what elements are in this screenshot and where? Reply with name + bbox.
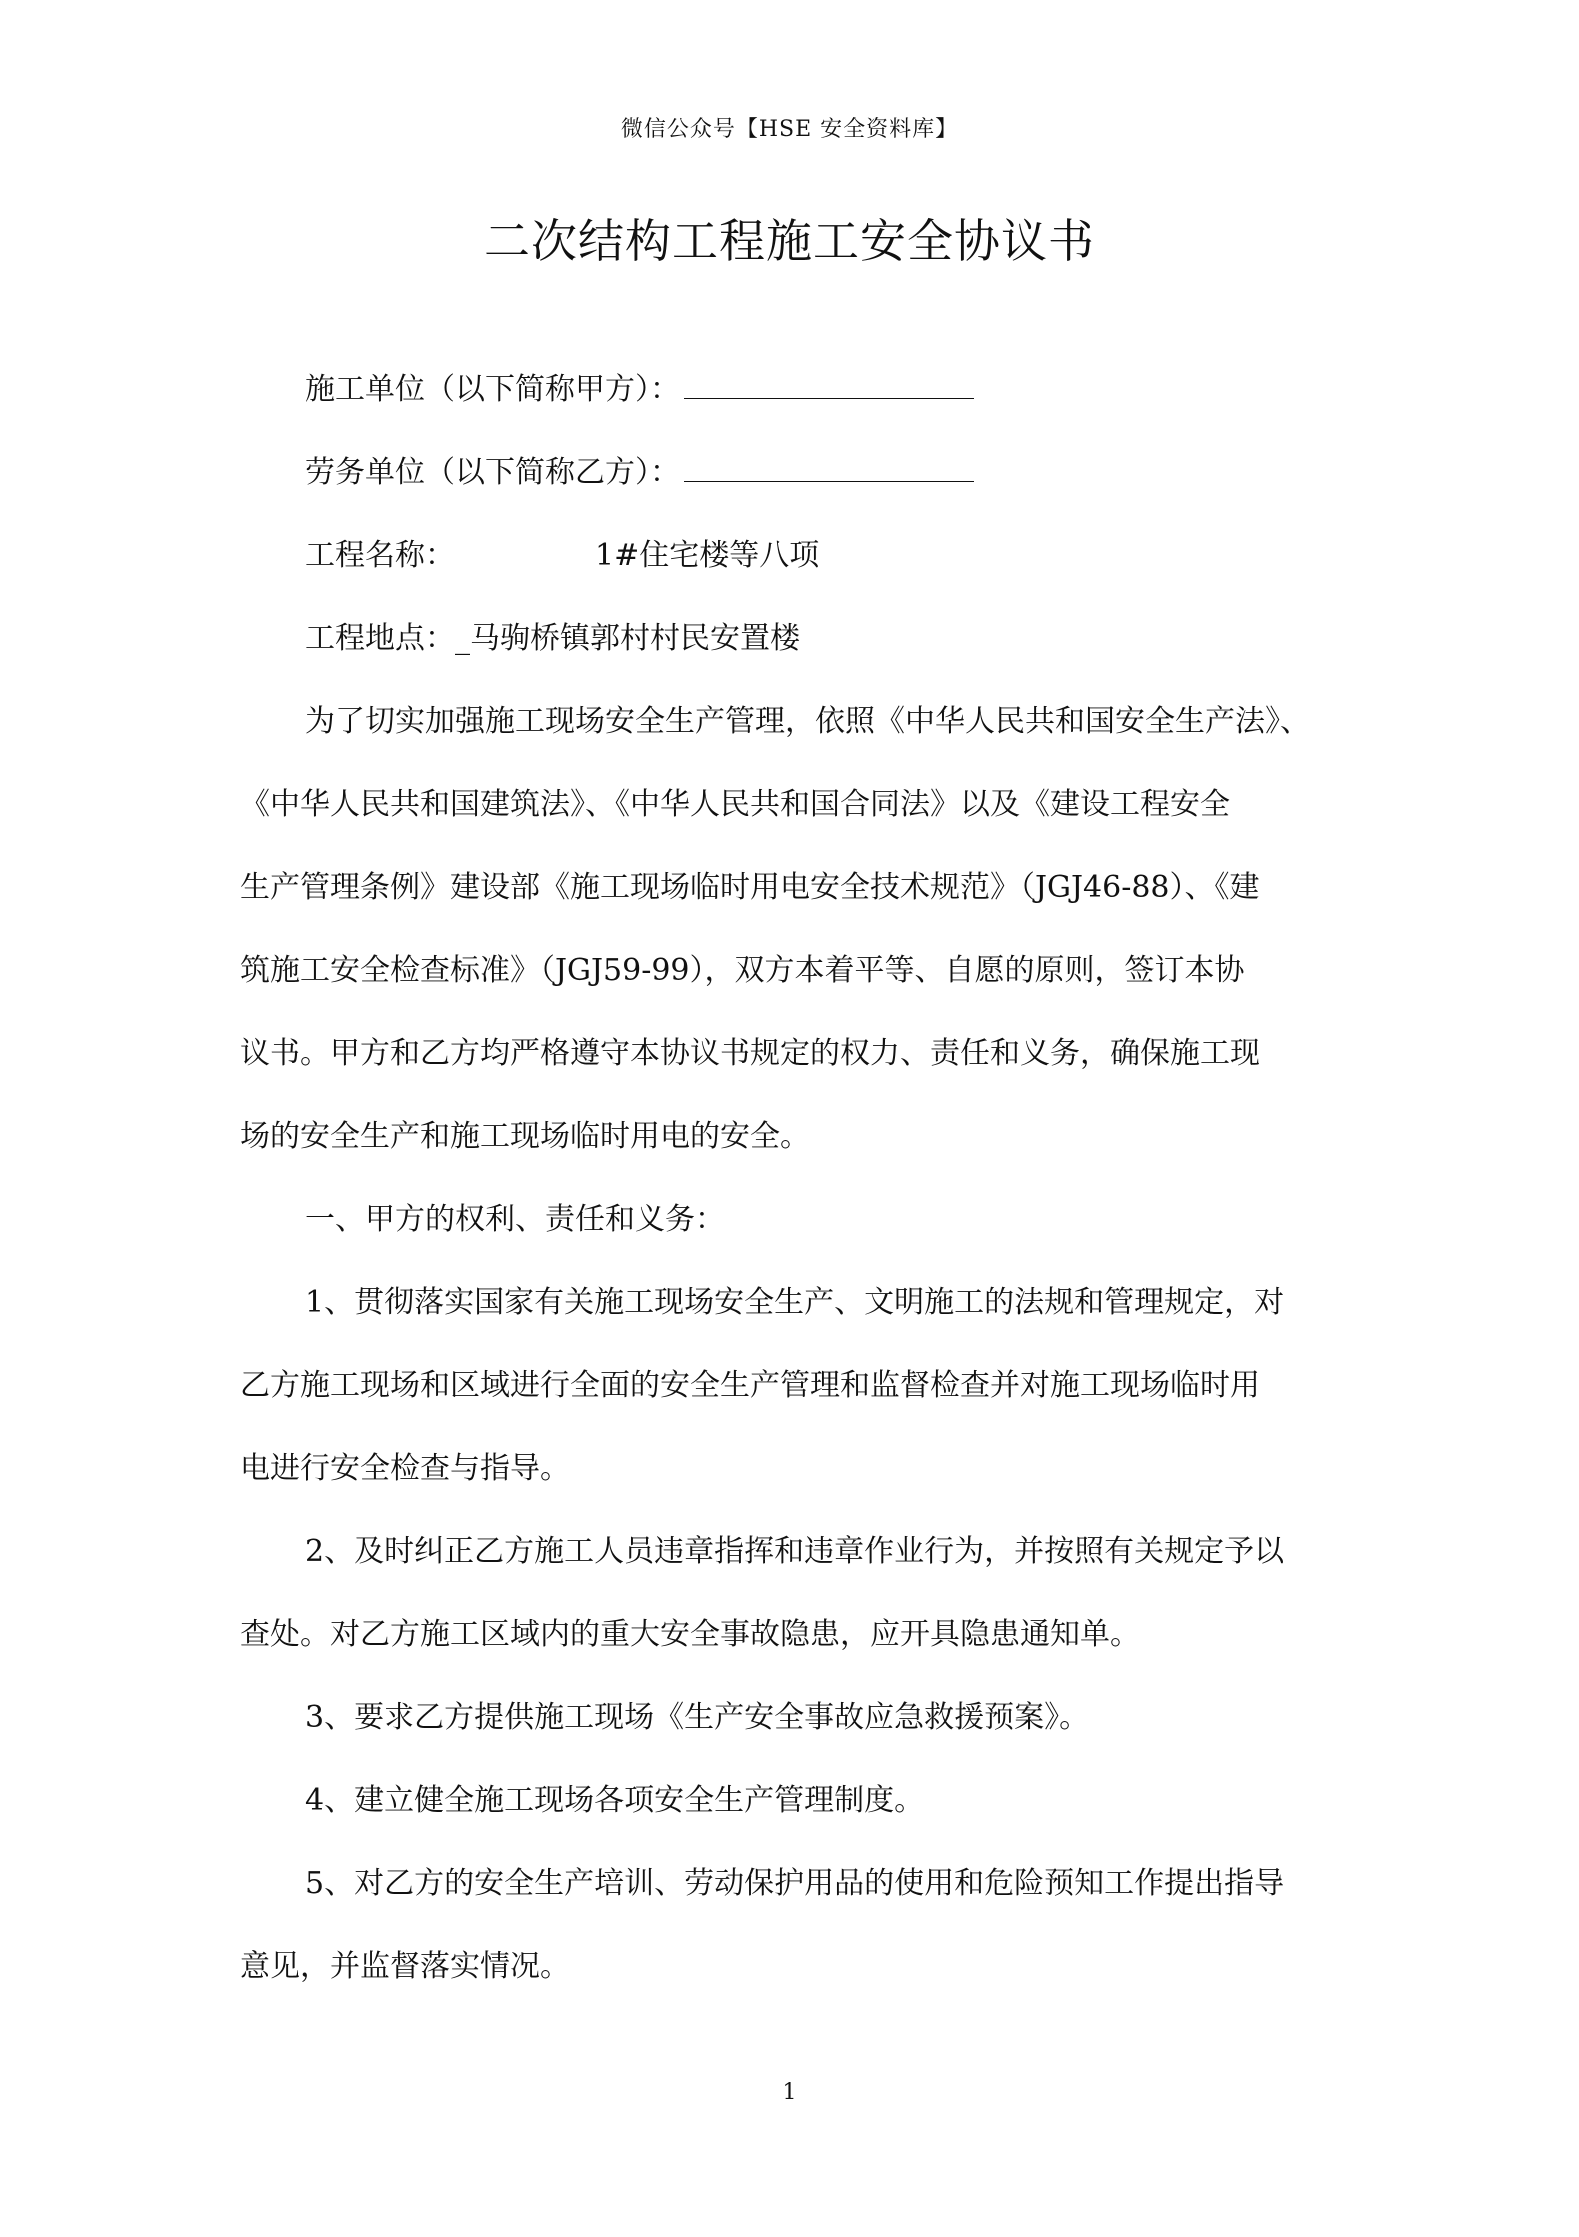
clause-line: 乙方施工现场和区域进行全面的安全生产管理和监督检查并对施工现场临时用 <box>240 1368 1260 1403</box>
party-a-blank[interactable] <box>684 370 974 399</box>
clause-line: 2、及时纠正乙方施工人员违章指挥和违章作业行为，并按照有关规定予以 <box>305 1534 1285 1569</box>
project-name-line <box>305 536 1425 576</box>
clause-line: 电进行安全检查与指导。 <box>240 1451 570 1486</box>
party-b-blank[interactable] <box>684 453 974 482</box>
page-header: 微信公众号【HSE 安全资料库】 <box>620 117 959 142</box>
party-a-label: 施工单位（以下简称甲方）： <box>305 372 680 407</box>
page-number: 1 <box>782 2080 797 2105</box>
project-name-value: 1#住宅楼等八项 <box>595 538 820 573</box>
clause-line: 查处。对乙方施工区域内的重大安全事故隐患，应开具隐患通知单。 <box>240 1617 1140 1652</box>
party-b-label: 劳务单位（以下简称乙方）： <box>305 455 680 490</box>
project-site-label: 工程地点： <box>305 621 455 656</box>
party-b-line <box>305 453 1425 493</box>
intro-line: 筑施工安全检查标准》（JGJ59-99），双方本着平等、自愿的原则，签订本协 <box>240 953 1245 988</box>
project-site-value: _马驹桥镇郭村村民安置楼 <box>455 621 800 656</box>
intro-line: 生产管理条例》建设部《施工现场临时用电安全技术规范》（JGJ46-88）、《建 <box>240 870 1260 905</box>
party-a-line <box>305 370 1425 410</box>
clause-line: 5、对乙方的安全生产培训、劳动保护用品的使用和危险预知工作提出指导 <box>305 1866 1285 1901</box>
intro-line: 场的安全生产和施工现场临时用电的安全。 <box>240 1119 810 1154</box>
document-title: 二次结构工程施工安全协议书 <box>484 214 1095 268</box>
clause-line: 意见，并监督落实情况。 <box>240 1949 570 1984</box>
project-site-line <box>305 619 1425 659</box>
clause-line: 1、贯彻落实国家有关施工现场安全生产、文明施工的法规和管理规定，对 <box>305 1285 1285 1320</box>
intro-line: 《中华人民共和国建筑法》、《中华人民共和国合同法》以及《建设工程安全 <box>240 787 1230 822</box>
intro-line: 议书。甲方和乙方均严格遵守本协议书规定的权力、责任和义务，确保施工现 <box>240 1036 1260 1071</box>
project-name-label: 工程名称： <box>305 538 455 573</box>
clause-line: 3、要求乙方提供施工现场《生产安全事故应急救援预案》。 <box>305 1700 1090 1735</box>
intro-line: 为了切实加强施工现场安全生产管理，依照《中华人民共和国安全生产法》、 <box>305 704 1310 739</box>
section-heading: 一、甲方的权利、责任和义务： <box>305 1202 725 1237</box>
clause-line: 4、建立健全施工现场各项安全生产管理制度。 <box>305 1783 925 1818</box>
